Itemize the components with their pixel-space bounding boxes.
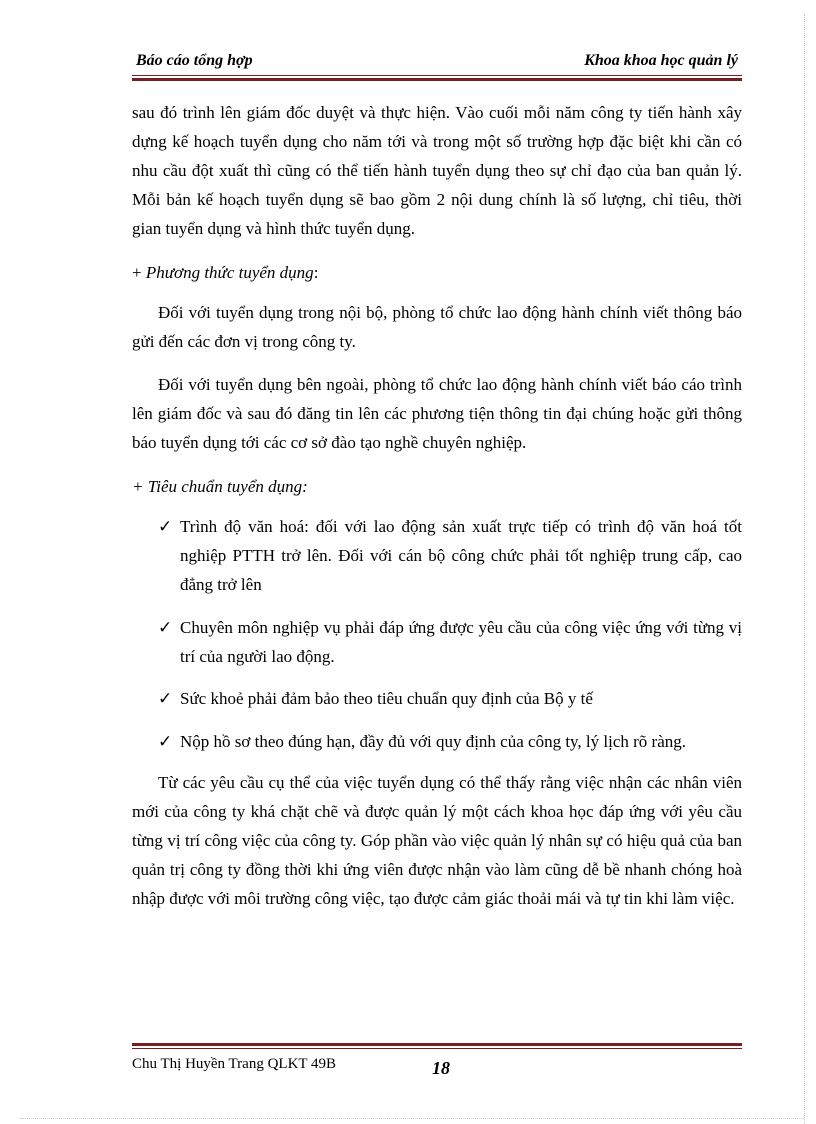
section-criteria-heading: + Tiêu chuẩn tuyển dụng: [132,477,308,496]
page-number: 18 [432,1058,450,1078]
header-rule-thick [132,78,742,81]
footer-rule-thin [132,1048,742,1049]
header-right-title: Khoa khoa học quản lý [584,52,738,69]
checkmark-icon: ✓ [158,732,173,751]
method-prefix: + [132,263,146,282]
section-method-heading [132,258,742,287]
paragraph-internal-recruit: Đối với tuyển dụng trong nội bộ, phòng tổ chức lao động hành chính viết thông báo gửi đến các đơn vị trong công ty. [132,303,742,351]
criteria-item-skills [158,613,742,671]
page-header [132,50,742,72]
criteria-item-text: Nộp hồ sơ theo đúng hạn, đầy đủ với quy định của công ty, lý lịch rõ ràng. [180,732,687,751]
header-rule-thin [132,75,742,76]
criteria-item-health [158,684,742,713]
paragraph-external-recruit: Đối với tuyển dụng bên ngoài, phòng tổ chức lao động hành chính viết báo cáo trình lên giám đốc và sau đó đăng tin lên các phương tiện thông tin đại chúng hoặc gửi thông báo tuyển dụng tới các cơ sở đào tạo nghề chuyên nghiệp. [132,375,742,452]
paragraph-plan: sau đó trình lên giám đốc duyệt và thực hiện. Vào cuối mỗi năm công ty tiến hành xây dựng kế hoạch tuyển dụng cho năm tới và trong một số trường hợp đặc biệt khi cần có nhu cầu đột xuất thì cũng có thể tiến hành tuyển dụng theo sự chỉ đạo của ban quản lý. Mỗi bản kế hoạch tuyển dụng sẽ bao gồm 2 nội dung chính là số lượng, chỉ tiêu, thời gian tuyển dụng và hình thức tuyển dụng. [132,103,742,238]
method-colon: : [313,263,319,282]
page-border-bottom [20,1118,804,1119]
criteria-item-text: Sức khoẻ phải đảm bảo theo tiêu chuẩn quy định của Bộ y tế [180,689,593,708]
checkmark-icon: ✓ [158,689,173,708]
footer-rule-thick [132,1043,742,1046]
criteria-item-text: Chuyên môn nghiệp vụ phải đáp ứng được yêu cầu của công việc ứng với từng vị trí của người lao động. [180,618,742,666]
checkmark-icon: ✓ [158,618,173,637]
criteria-item-education [158,512,742,599]
criteria-item-text: Trình độ văn hoá: đối với lao động sản xuất trực tiếp có trình độ văn hoá tốt nghiệp PTTH trở lên. Đối với cán bộ công chức phải tốt nghiệp trung cấp, cao đẳng trở lên [180,517,742,594]
footer-author: Chu Thị Huyền Trang QLKT 49B [132,1056,337,1072]
method-label: Phương thức tuyển dụng [145,263,314,282]
header-left-title: Báo cáo tổng hợp [136,52,253,69]
criteria-item-documents [158,727,742,756]
checkmark-icon: ✓ [158,517,173,536]
paragraph-conclusion: Từ các yêu cầu cụ thể của việc tuyển dụng có thể thấy rằng việc nhận các nhân viên mới của công ty khá chặt chẽ và được quản lý một cách khoa học đáp ứng với yêu cầu từng vị trí công việc của công ty. Góp phần vào việc quản lý nhân sự có hiệu quả của ban quản trị công ty đồng thời khi ứng viên được nhận vào làm cũng dễ bề nhanh chóng hoà nhập được với môi trường công việc, tạo được cảm giác thoải mái và tự tin khi làm việc. [132,773,742,908]
page-border-right [804,14,805,1124]
